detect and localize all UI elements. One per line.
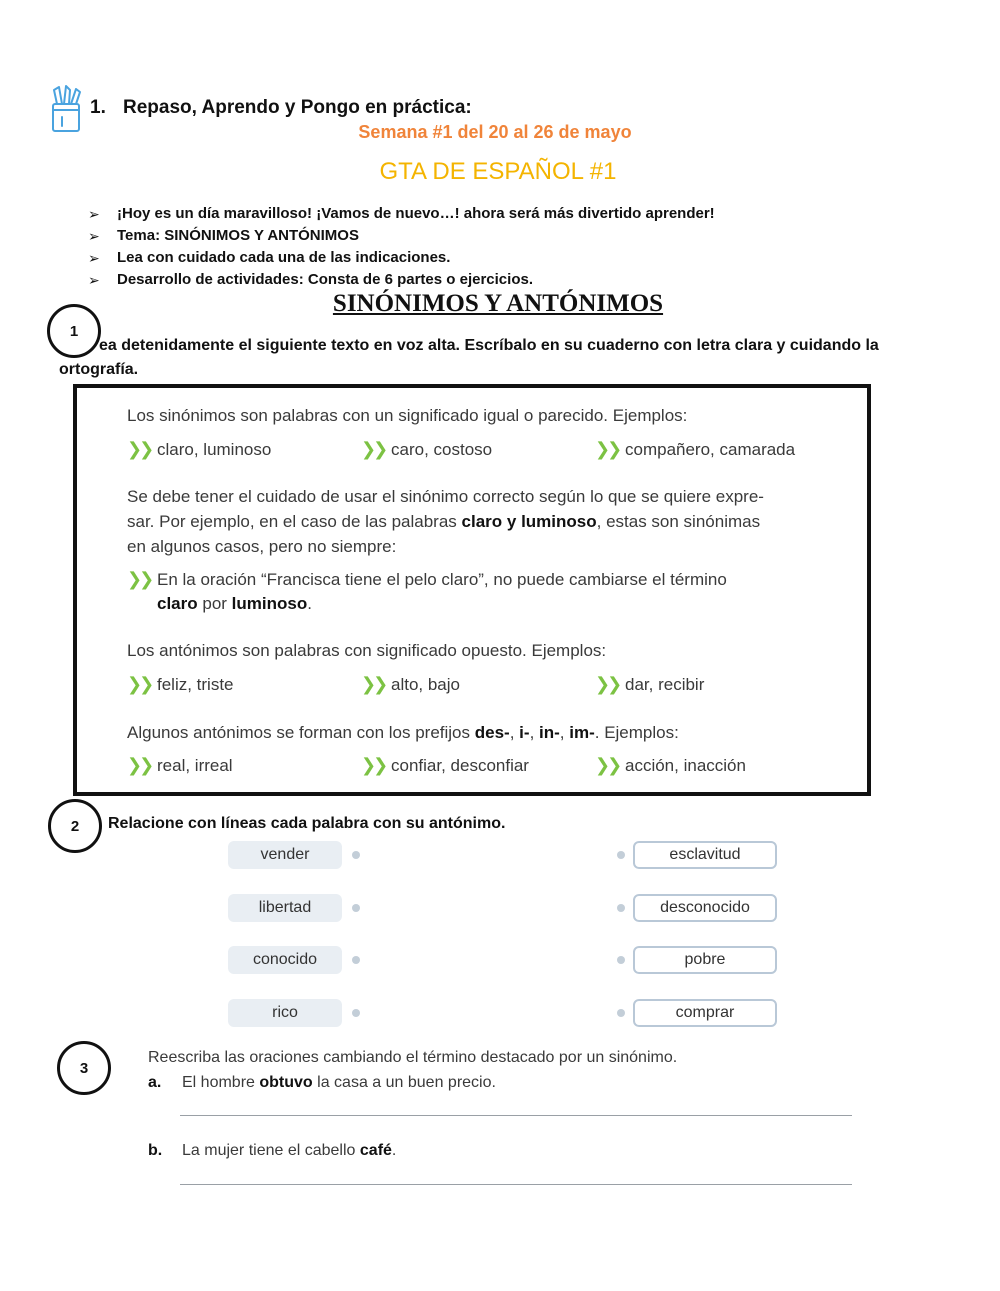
arrow-bullet-icon: ➢ — [88, 206, 100, 222]
exercise-2-instruction: Relacione con líneas cada palabra con su antónimo. — [108, 815, 506, 832]
exercise-1-instruction: ea detenidamente el siguiente texto en voz alta. Escríbalo en su cuaderno con letra clara y cuidando la ortografía. — [59, 337, 879, 378]
sentence-b: b. La mujer tiene el cabello café. — [148, 1142, 397, 1159]
exercise-3-instruction: Reescriba las oraciones cambiando el término destacado por un sinónimo. — [148, 1049, 678, 1066]
example-item: confiar, desconfiar — [391, 755, 529, 775]
answer-line-a[interactable] — [180, 1115, 852, 1116]
match-left-dot[interactable] — [352, 1009, 360, 1017]
chevron-icon: ❯❯ — [595, 674, 620, 694]
prefix-explanation: Algunos antónimos se forman con los prefijos des-, i-, in-, im-. Ejemplos: — [127, 723, 679, 742]
synonym-examples — [127, 439, 795, 460]
chevron-icon: ❯❯ — [361, 674, 386, 694]
section-title: SINÓNIMOS Y ANTÓNIMOS — [332, 290, 664, 317]
synonym-caution-line3: en algunos casos, pero no siempre: — [127, 537, 397, 556]
synonym-note-line2: claro por luminoso. — [157, 594, 312, 613]
match-left-word[interactable]: vender — [228, 841, 342, 869]
activity-number: 1. — [90, 97, 106, 118]
answer-line-b[interactable] — [180, 1184, 852, 1185]
example-item: alto, bajo — [391, 674, 460, 694]
match-right-dot[interactable] — [617, 904, 625, 912]
prefix-examples — [127, 755, 746, 776]
list-item: ➢ Tema: SINÓNIMOS Y ANTÓNIMOS — [88, 225, 715, 247]
chevron-icon: ❯❯ — [127, 674, 152, 694]
exercise-2-circle: 2 — [48, 799, 102, 853]
example-item: caro, costoso — [391, 439, 493, 459]
match-right-word[interactable]: desconocido — [633, 894, 777, 922]
match-right-dot[interactable] — [617, 851, 625, 859]
match-right-dot[interactable] — [617, 956, 625, 964]
chevron-icon: ❯❯ — [595, 439, 620, 459]
antonym-examples — [127, 674, 704, 695]
gta-title: GTA DE ESPAÑOL #1 — [379, 158, 617, 185]
match-left-word[interactable]: conocido — [228, 946, 342, 974]
antonyms-definition: Los antónimos son palabras con significado opuesto. Ejemplos: — [127, 641, 607, 660]
example-item: acción, inacción — [625, 755, 746, 775]
list-item: ➢ ¡Hoy es un día maravilloso! ¡Vamos de nuevo…! ahora será más divertido aprender! — [88, 203, 715, 225]
match-right-dot[interactable] — [617, 1009, 625, 1017]
chevron-icon: ❯❯ — [361, 439, 386, 459]
exercise-1-circle: 1 — [47, 304, 101, 358]
exercise-3-circle: 3 — [57, 1041, 111, 1095]
match-right-word[interactable]: esclavitud — [633, 841, 777, 869]
match-left-dot[interactable] — [352, 851, 360, 859]
chevron-icon: ❯❯ — [127, 569, 152, 589]
sentence-a: a. El hombre obtuvo la casa a un buen precio. — [148, 1074, 496, 1091]
arrow-bullet-icon: ➢ — [88, 250, 100, 266]
match-left-dot[interactable] — [352, 904, 360, 912]
match-left-word[interactable]: rico — [228, 999, 342, 1027]
arrow-bullet-icon: ➢ — [88, 272, 100, 288]
match-left-dot[interactable] — [352, 956, 360, 964]
match-left-word[interactable]: libertad — [228, 894, 342, 922]
example-item: dar, recibir — [625, 674, 705, 694]
example-item: feliz, triste — [157, 674, 234, 694]
week-range: Semana #1 del 20 al 26 de mayo — [358, 122, 632, 142]
list-item: ➢ Lea con cuidado cada una de las indicaciones. — [88, 247, 715, 269]
chevron-icon: ❯❯ — [595, 755, 620, 775]
chevron-icon: ❯❯ — [361, 755, 386, 775]
list-item: ➢ Desarrollo de actividades: Consta de 6 partes o ejercicios. — [88, 269, 715, 291]
chevron-icon: ❯❯ — [127, 439, 152, 459]
example-item: real, irreal — [157, 755, 233, 775]
activity-title-text: Repaso, Aprendo y Pongo en práctica: — [123, 97, 472, 118]
example-item: compañero, camarada — [625, 439, 796, 459]
match-right-word[interactable]: pobre — [633, 946, 777, 974]
synonym-caution-line2: sar. Por ejemplo, en el caso de las palabras claro y luminoso, estas son sinónimas — [127, 512, 761, 531]
example-item: claro, luminoso — [157, 439, 272, 459]
concept-box — [73, 384, 871, 796]
synonym-caution-line1: Se debe tener el cuidado de usar el sinónimo correcto según lo que se quiere expre- — [127, 487, 764, 506]
instructions-list — [88, 203, 715, 291]
synonyms-definition: Los sinónimos son palabras con un significado igual o parecido. Ejemplos: — [127, 406, 688, 425]
arrow-bullet-icon: ➢ — [88, 228, 100, 244]
synonym-note: ❯❯ En la oración “Francisca tiene el pelo claro”, no puede cambiarse el término — [127, 569, 727, 589]
activity-title — [90, 97, 472, 119]
chevron-icon: ❯❯ — [127, 755, 152, 775]
match-right-word[interactable]: comprar — [633, 999, 777, 1027]
